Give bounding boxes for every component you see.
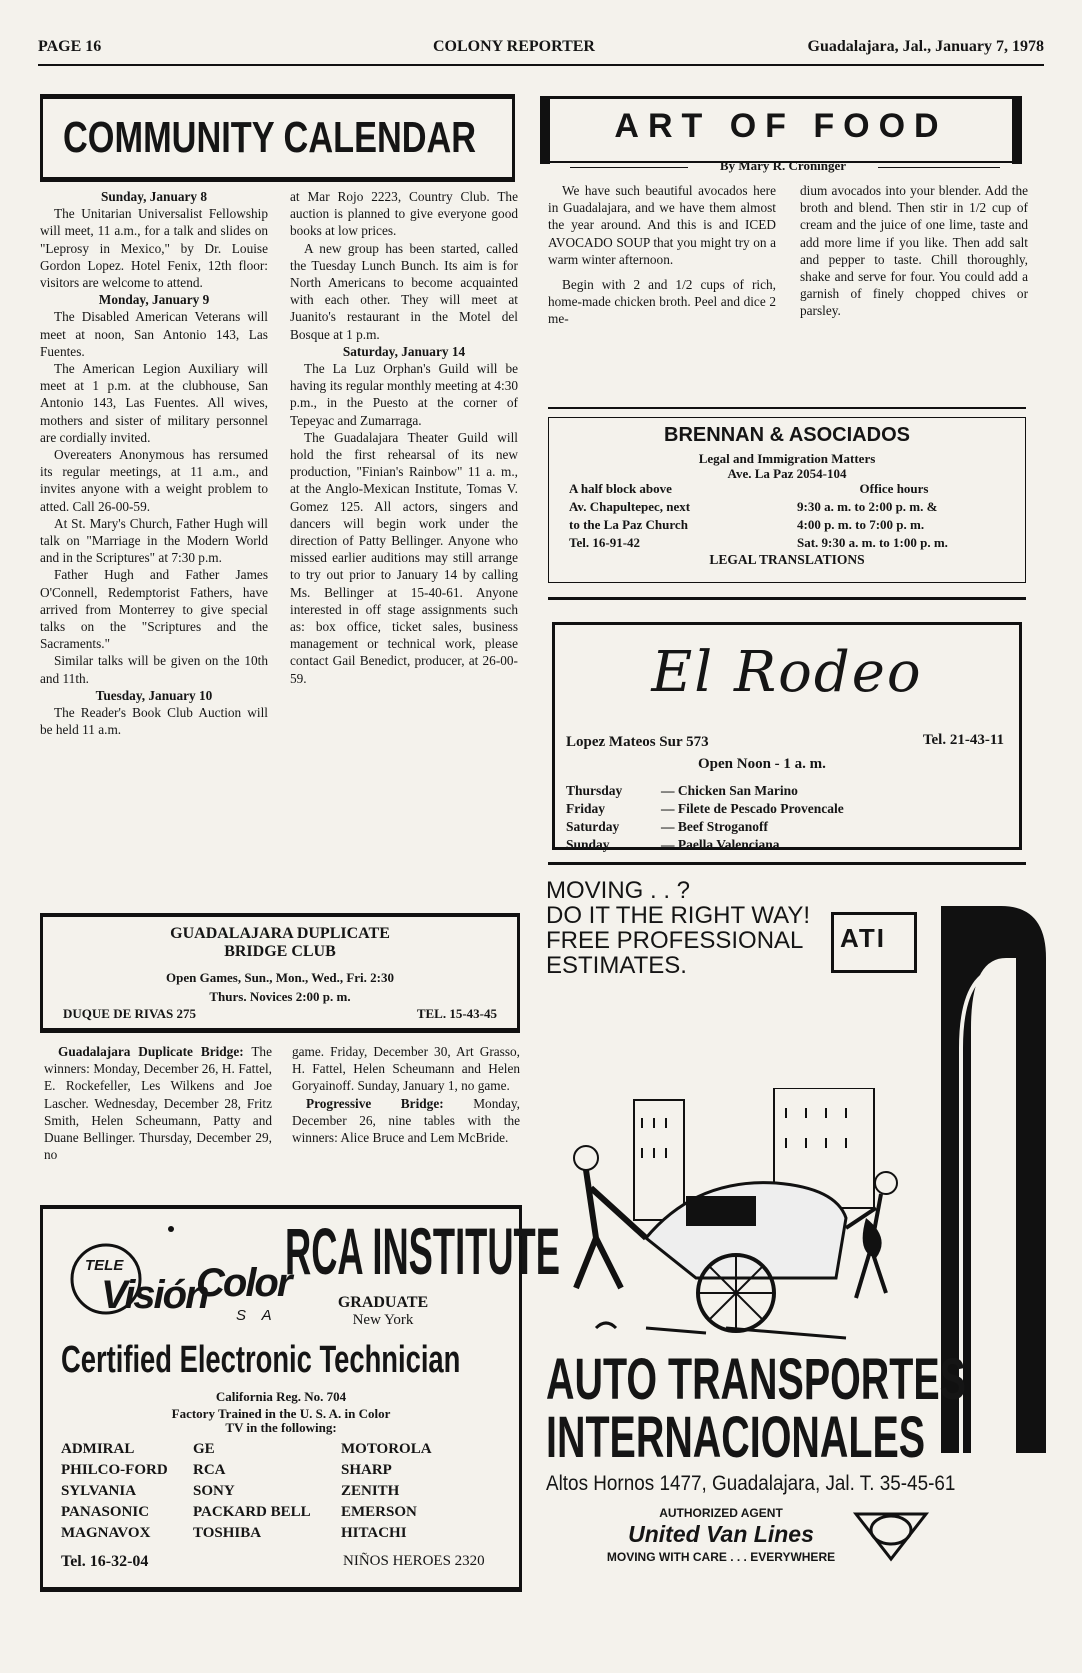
- menu-row: [566, 818, 844, 836]
- menu-day: Thursday: [566, 783, 623, 798]
- trained-line-2: TV in the following:: [225, 1420, 337, 1435]
- brand-name: PACKARD BELL: [193, 1504, 311, 1520]
- united-slogan: MOVING WITH CARE . . . EVERYWHERE: [606, 1550, 836, 1564]
- menu-row: [566, 782, 844, 800]
- menu-row: [566, 800, 844, 818]
- calendar-entry: At St. Mary's Church, Father Hugh will talk on "Marriage in the Modern World and in the Scriptures" at 7:30 p.m.: [40, 515, 268, 566]
- tv-address: NIÑOS HEROES 2320: [343, 1553, 485, 1569]
- el-rodeo-ad: [548, 597, 1026, 865]
- newyork-label: New York: [352, 1312, 414, 1328]
- moving-ad: [546, 878, 1046, 1648]
- menu-dish: — Paella Valenciana: [661, 837, 780, 852]
- art-of-food-title-box: [546, 96, 1016, 163]
- menu-dish: — Chicken San Marino: [661, 783, 798, 798]
- calendar-column-1: [40, 188, 268, 739]
- dateline: Guadalajara, Jal., January 7, 1978: [807, 38, 1044, 55]
- calendar-entry: The Disabled American Veterans will meet at noon, San Antonio 143, Las Fuentes.: [40, 309, 268, 359]
- menu-dish: — Beef Stroganoff: [661, 819, 768, 834]
- brand-name: EMERSON: [341, 1504, 417, 1520]
- bridge-results-text-3: Monday, December 26, nine tables with the winners: Alice Bruce and Lem McBride.: [292, 1095, 521, 1146]
- bridge-title-2: BRIDGE CLUB: [224, 943, 336, 960]
- logo-color: Color: [196, 1261, 291, 1305]
- calendar-entry: A new group has been started, called the Tuesday Lunch Bunch. Its aim is for North Americans to become acquainted with each other. They will meet at Juanito's restaurant in the Motel del Bosque at 1 p.m.: [290, 240, 518, 342]
- food-paragraph: We have such beautiful avocados here in Guadalajara, and we have them almost the year around. And this is and ICED AVOCADO SOUP that you might try on a warm winter afternoon.: [548, 183, 776, 267]
- brennan-ad: [548, 417, 1026, 583]
- moving-address: Altos Hornos 1477, Guadalajara, Jal. T. 35-45-61: [546, 1472, 956, 1495]
- california-reg: California Reg. No. 704: [215, 1389, 347, 1404]
- calendar-date-heading: Tuesday, January 10: [95, 687, 213, 703]
- calendar-title-box: [40, 94, 515, 182]
- logo-vision: Visión: [101, 1273, 208, 1317]
- authorized-agent: AUTHORIZED AGENT: [659, 1506, 783, 1520]
- brand-name: HITACHI: [341, 1525, 407, 1541]
- byline-row: [570, 158, 1000, 178]
- brand-name: SHARP: [341, 1462, 392, 1478]
- rodeo-name: El Rodeo: [651, 640, 923, 705]
- calendar-date-heading: Sunday, January 8: [100, 189, 208, 204]
- ati-logo-text: ATI: [840, 923, 886, 953]
- brennan-directions: [569, 480, 690, 552]
- logo-tele: TELE: [85, 1257, 124, 1274]
- moving-headline-line: ESTIMATES.: [546, 952, 687, 979]
- company-name-2: INTERNACIONALES: [546, 1405, 926, 1470]
- united-van-lines: United Van Lines: [628, 1521, 814, 1547]
- brennan-hours-title: Office hours: [859, 481, 929, 496]
- brand-name: TOSHIBA: [193, 1525, 262, 1541]
- menu-day: Friday: [566, 801, 605, 816]
- menu-day: Saturday: [566, 819, 620, 834]
- menu-dish: — Filete de Pescado Provencale: [661, 801, 844, 816]
- rca-institute: RCA INSTITUTE: [285, 1214, 560, 1288]
- calendar-entry: Overeaters Anonymous has rersumed its regular meetings, at 11 a.m., and invites anyone with a weight problem to atted. Call 26-00-59.: [40, 447, 268, 514]
- menu-day: Sunday: [566, 837, 610, 852]
- brennan-hours: [797, 498, 948, 552]
- food-column-1: [548, 182, 776, 328]
- brand-name: PANASONIC: [61, 1504, 150, 1520]
- moving-headline-line: MOVING . . ?: [546, 877, 691, 904]
- brennan-hours-line: 4:00 p. m. to 7:00 p. m.: [797, 517, 925, 532]
- art-of-food-title: ART OF FOOD: [614, 107, 948, 145]
- food-text-2: dium avocados into your blender. Add the broth and blend. Then stir in 1/2 cup of cream and the juice of one lime, taste and add more lime if you like. Then add salt and pepper to taste. Chill thoroughly, shake and serve for four. You could add a garnish of finely chopped chives or parsley.: [800, 183, 1028, 319]
- graduate-label: GRADUATE: [337, 1294, 429, 1311]
- food-paragraph: Begin with 2 and 1/2 cups of rich, home-made chicken broth. Peel and dice 2 me-: [548, 277, 776, 327]
- united-van-lines-emblem-icon: [846, 1504, 936, 1564]
- brand-name: RCA: [193, 1462, 226, 1478]
- byline: By Mary R. Croninger: [719, 158, 847, 173]
- tele-vision-color-ad: [40, 1205, 560, 1592]
- tv-tel: Tel. 16-32-04: [61, 1553, 149, 1570]
- brand-name: MOTOROLA: [341, 1441, 432, 1457]
- brand-name: ZENITH: [341, 1483, 400, 1499]
- bridge-results-lead-2: Progressive Bridge:: [306, 1095, 444, 1111]
- brand-name: GE: [193, 1441, 215, 1457]
- bridge-results-lead-1: Guadalajara Duplicate Bridge:: [58, 1044, 244, 1059]
- brennan-sub: Legal and Immigration Matters: [698, 451, 876, 466]
- bridge-results-col-1: [44, 1043, 272, 1163]
- moving-headline-line: FREE PROFESSIONAL: [546, 927, 804, 954]
- certified-label: Certified Electronic Technician: [61, 1339, 461, 1381]
- food-column-2: [800, 182, 1028, 320]
- calendar-entry: The Reader's Book Club Auction will be held 11 a.m.: [40, 705, 268, 738]
- calendar-entry: Father Hugh and Father James O'Connell, Redemptorist Fathers, have arrived from Monterrey to give special talks on the "Scriptures and the Sacraments.": [40, 567, 268, 652]
- newspaper-name: COLONY REPORTER: [433, 38, 595, 55]
- company-name-1: AUTO TRANSPORTES: [546, 1347, 966, 1412]
- menu-row: [566, 836, 844, 854]
- page-header: [38, 38, 1044, 62]
- logo-sa: S A: [236, 1307, 278, 1324]
- brand-name: PHILCO-FORD: [61, 1462, 168, 1478]
- brennan-address: Ave. La Paz 2054-104: [727, 466, 847, 481]
- brennan-footer: LEGAL TRANSLATIONS: [709, 552, 865, 567]
- bridge-results-text-1: The winners: Monday, December 26, H. Fattel, E. Rockefeller, Les Wilkens and Joe Lascher. Wednesday, December 28, Fritz Smith, Helen Scheumann, Patty and Duane Bellinger. Thursday, December 29, no: [44, 1044, 272, 1163]
- brand-name: MAGNAVOX: [61, 1525, 151, 1541]
- rodeo-address: Lopez Mateos Sur 573: [566, 734, 709, 750]
- calendar-entry: The Guadalajara Theater Guild will hold the first rehearsal of its new production, "Finian's Rainbow" 11 a. m., at the Anglo-Mexican Institute, Tomas V. Gomez 125. All actors, singers and dancers will begin work under the direction of Patty Bellinger. Anyone who missed earlier auditions may still arrange to try out prior to January 14 by calling Ms. Bellinger at 15-40-61. Anyone interested in off stage assignments such as: box office, ticket sales, business management or technical work, please contact Gail Benedict, producer, at 26-00-59.: [290, 429, 518, 686]
- calendar-entry: Similar talks will be given on the 10th and 11th.: [40, 653, 268, 686]
- header-rule: [38, 64, 1044, 66]
- bridge-address: DUQUE DE RIVAS 275: [63, 1006, 197, 1021]
- calendar-date-heading: Monday, January 9: [98, 292, 210, 308]
- brennan-hours-line: Sat. 9:30 a. m. to 1:00 p. m.: [797, 535, 948, 550]
- calendar-entry: The Unitarian Universalist Fellowship will meet, 11 a.m., for a talk and slides on "Leprosy in Mexico," by Dr. Louise Gordon Lopez. Hotel Fenix, 12th floor: visitors are welcome to attend.: [40, 206, 268, 291]
- bridge-results-col-2: [292, 1043, 520, 1146]
- byline-rule-right: [878, 167, 1000, 168]
- brennan-direction-line: A half block above: [569, 481, 672, 496]
- movers-illustration: [546, 1088, 946, 1348]
- page-number: PAGE 16: [38, 38, 102, 55]
- bridge-club-ad: [40, 913, 520, 1033]
- bridge-results-text-2: game. Friday, December 30, Art Grasso, H. Fattel, Helen Scheumann and Helen Goryainoff. Sunday, January 1, no game.: [292, 1044, 520, 1094]
- calendar-title: COMMUNITY CALENDAR: [63, 113, 477, 162]
- brennan-direction-line: Av. Chapultepec, next: [569, 499, 691, 514]
- byline-rule-left: [570, 167, 688, 168]
- moving-headline-line: DO IT THE RIGHT WAY!: [546, 902, 811, 929]
- bridge-games: Open Games, Sun., Mon., Wed., Fri. 2:30: [165, 970, 394, 985]
- calendar-date-heading: Saturday, January 14: [342, 343, 466, 359]
- brand-name: ADMIRAL: [61, 1441, 135, 1457]
- brennan-title: BRENNAN & ASOCIADOS: [664, 424, 910, 446]
- rodeo-menu: [566, 782, 844, 854]
- trained-line-1: Factory Trained in the U. S. A. in Color: [171, 1406, 391, 1421]
- brand-name: SONY: [193, 1483, 235, 1499]
- calendar-entry: The La Luz Orphan's Guild will be having its regular monthly meeting at 4:30 p.m., in the Puesto at the corner of Tepeyac and Zumarraga.: [290, 361, 518, 428]
- bridge-title-1: GUADALAJARA DUPLICATE: [170, 925, 390, 942]
- calendar-entry: at Mar Rojo 2223, Country Club. The auction is planned to give everyone good books at low prices.: [290, 189, 518, 239]
- televisioncolor-logo: [61, 1221, 291, 1331]
- food-bottom-rule: [548, 407, 1026, 409]
- calendar-column-2: [290, 188, 518, 687]
- bridge-novices: Thurs. Novices 2:00 p. m.: [209, 989, 351, 1004]
- brennan-hours-line: 9:30 a. m. to 2:00 p. m. &: [797, 499, 938, 514]
- bridge-tel: TEL. 15-43-45: [416, 1006, 497, 1021]
- rodeo-hours: Open Noon - 1 a. m.: [698, 756, 826, 772]
- calendar-entry: The American Legion Auxiliary will meet at 1 p.m. at the clubhouse, San Antonio 143, Las Fuentes. All wives, mothers and sister of military personnel are cordially invited.: [40, 361, 268, 445]
- brennan-direction-line: to the La Paz Church: [569, 517, 688, 532]
- rodeo-tel: Tel. 21-43-11: [922, 732, 1004, 748]
- brennan-direction-line: Tel. 16-91-42: [569, 535, 641, 550]
- brand-name: SYLVANIA: [61, 1483, 137, 1499]
